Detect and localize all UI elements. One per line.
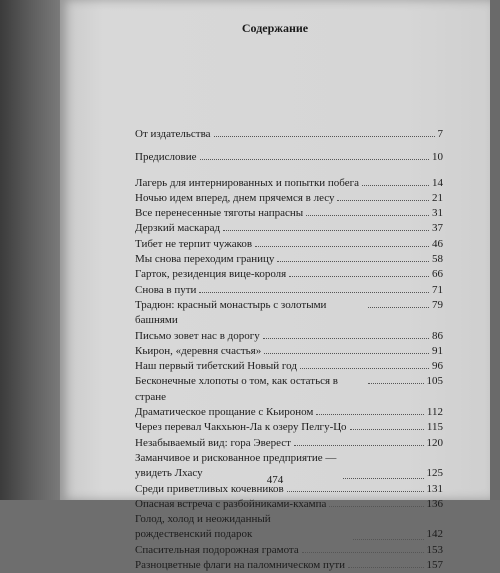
toc-entry <box>135 497 443 512</box>
toc-entry-title: Голод, холод и неожиданный рождественский подарок <box>135 513 271 541</box>
toc-entry-title: Кьирон, «деревня счастья» <box>135 344 262 357</box>
toc-entry-page: 7 <box>437 128 443 140</box>
toc-entry-page: 115 <box>426 421 443 434</box>
toc-entry-title: Драматическое прощание с Кьироном <box>135 406 314 419</box>
toc-entry-title: Гарток, резиденция вице-короля <box>135 268 287 281</box>
toc-leader-dots <box>199 292 429 293</box>
toc-entry-page: 131 <box>426 482 443 495</box>
toc-entry-title: Письмо зовет нас в дорогу <box>135 329 260 342</box>
toc-entry-page: 153 <box>426 543 443 556</box>
toc-entry-page: 125 <box>426 467 443 480</box>
toc-leader-dots <box>264 353 429 354</box>
toc-leader-dots <box>316 414 424 415</box>
toc-leader-dots <box>306 215 429 216</box>
toc-entry-page: 71 <box>432 283 443 296</box>
toc-entry <box>135 543 443 558</box>
toc-entry-page: 31 <box>432 207 443 220</box>
toc-entry-page: 14 <box>432 176 443 189</box>
toc-entry-page: 79 <box>432 298 443 311</box>
toc-leader-dots <box>362 185 429 186</box>
toc-entry <box>135 206 443 221</box>
toc-entry-page: 21 <box>432 191 443 204</box>
toc-entry-page: 46 <box>432 237 443 250</box>
toc-leader-dots <box>277 261 429 262</box>
toc-entry-title: Через перевал Чакхьюн-Ла к озеру Пелгу-Цо <box>135 421 347 434</box>
toc-entry <box>135 329 443 344</box>
toc-entry-page: 37 <box>432 222 443 235</box>
toc-entry-title: Предисловие <box>135 151 197 164</box>
toc-entry-title: Бесконечные хлопоты о том, как остаться в стране <box>135 375 338 403</box>
toc-leader-dots <box>300 368 429 369</box>
toc-entry <box>135 150 443 165</box>
toc-entry <box>135 512 443 543</box>
toc-entry <box>135 283 443 298</box>
page-title: Содержание <box>241 21 309 35</box>
table-of-contents <box>135 127 443 573</box>
toc-leader-dots <box>200 159 430 160</box>
toc-entry-title: Наш первый тибетский Новый год <box>135 360 297 373</box>
toc-entry <box>135 558 443 573</box>
toc-entry-title: Дерзкий маскарад <box>135 222 221 235</box>
toc-entry-page: 58 <box>432 253 443 266</box>
toc-entry-title: Ночью идем вперед, днем прячемся в лесу <box>135 191 335 204</box>
book-page <box>60 0 490 572</box>
toc-leader-dots <box>353 539 424 540</box>
toc-leader-dots <box>223 230 429 231</box>
toc-leader-dots <box>348 567 423 568</box>
toc-leader-dots <box>302 552 424 553</box>
toc-entry-title: Традюн: красный монастырь с золотыми башнями <box>135 298 327 327</box>
toc-entry-page: 136 <box>426 497 443 510</box>
toc-entry-title: От издательства <box>135 128 211 140</box>
toc-leader-dots <box>214 136 435 137</box>
toc-leader-dots <box>263 338 429 339</box>
toc-entry <box>135 191 443 206</box>
toc-entry-title: Спасительная подорожная грамота <box>135 543 299 556</box>
toc-entry-page: 157 <box>426 559 443 572</box>
toc-entry-page: 105 <box>426 375 443 388</box>
toc-entry-title: Незабываемый вид: гора Эверест <box>135 436 291 449</box>
toc-entry-page: 142 <box>426 528 443 541</box>
toc-leader-dots <box>368 383 424 384</box>
toc-entry <box>135 298 443 329</box>
toc-entry-page: 86 <box>432 329 443 342</box>
toc-entry-title: Среди приветливых кочевников <box>135 482 284 495</box>
toc-entry <box>135 405 443 420</box>
toc-entry <box>135 127 443 142</box>
toc-entry <box>135 221 443 236</box>
toc-entry-title: Разноцветные флаги на паломническом пути <box>135 559 346 572</box>
toc-entry-title: Все перенесенные тяготы напрасны <box>135 207 304 220</box>
toc-entry-page: 96 <box>432 360 443 373</box>
toc-entry <box>135 374 443 405</box>
toc-entry-title: Лагерь для интернированных и попытки побега <box>135 176 360 189</box>
toc-entry <box>135 436 443 451</box>
toc-entry <box>135 420 443 435</box>
toc-entry-title: Заманчивое и рискованное предприятие — увидеть Лхасу <box>135 451 337 480</box>
toc-leader-dots <box>287 491 424 492</box>
toc-entry-title: Опасная встреча с разбойниками-кхампа <box>135 497 327 510</box>
toc-leader-dots <box>294 445 424 446</box>
toc-entry-page: 112 <box>426 406 443 419</box>
toc-entry-title: Снова в пути <box>135 283 197 296</box>
toc-entry <box>135 237 443 252</box>
toc-leader-dots <box>329 506 423 507</box>
toc-entry <box>135 359 443 374</box>
toc-entry <box>135 344 443 359</box>
toc-leader-dots <box>289 276 429 277</box>
toc-entry-page: 91 <box>432 344 443 357</box>
toc-leader-dots <box>255 246 429 247</box>
toc-entry-page: 120 <box>426 436 443 449</box>
toc-entry-page: 10 <box>432 151 443 164</box>
toc-entry <box>135 176 443 191</box>
toc-leader-dots <box>350 429 424 430</box>
toc-leader-dots <box>337 200 429 201</box>
toc-entry-title: Тибет не терпит чужаков <box>135 237 253 250</box>
toc-entry-title: Мы снова переходим границу <box>135 253 275 266</box>
toc-leader-dots <box>368 307 429 308</box>
page-number: 474 <box>266 474 284 486</box>
toc-entry <box>135 267 443 282</box>
toc-entry <box>135 252 443 267</box>
toc-entry-page: 66 <box>432 268 443 281</box>
